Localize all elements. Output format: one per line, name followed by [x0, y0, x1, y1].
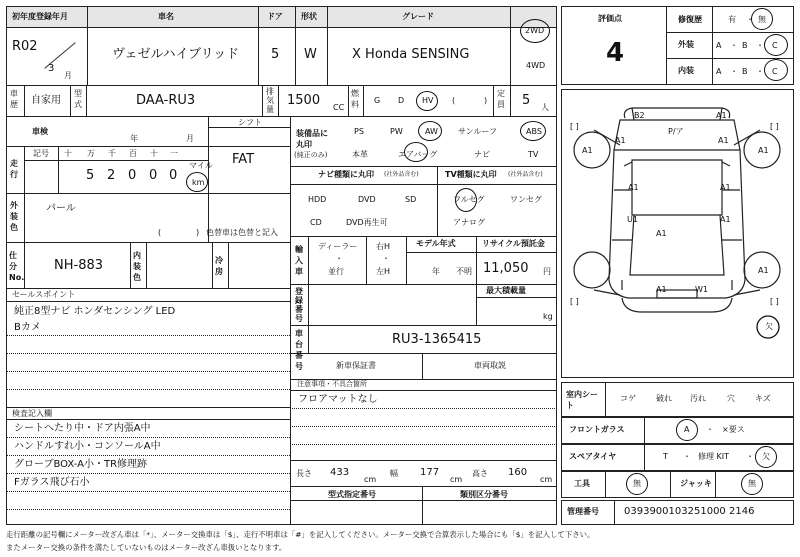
color-value: パール: [46, 203, 76, 214]
body-shape: W: [304, 47, 317, 62]
interior-c: C: [772, 67, 778, 76]
interior-b: B: [742, 67, 748, 76]
footer-line-2: またメーター交換の条件を満たしていないものはメーター改ざん車扱いとなります。: [6, 543, 287, 552]
navi-sd: SD: [405, 195, 417, 204]
mileage-digit-2: 0: [128, 168, 137, 183]
diag-code-a1-lfront: A1: [615, 136, 626, 145]
seat-hole: 穴: [727, 394, 735, 403]
navi-cd: CD: [310, 218, 322, 227]
diag-code-a1-ldoor: A1: [628, 183, 639, 192]
mileage-digit-0: 5: [86, 168, 95, 183]
interior-dot-2: ・: [756, 67, 764, 76]
interior-a: A: [716, 67, 722, 76]
drive-4wd: 4WD: [526, 61, 546, 70]
fuel-d: D: [398, 96, 405, 105]
diag-code-a1-top: A1: [716, 111, 727, 120]
notes-label: 注意事項・不具合箇所: [297, 380, 367, 388]
diag-code-a1-tire-fr: A1: [758, 146, 769, 155]
equip-ps: PS: [354, 127, 364, 136]
navi-label: ナビ種類に丸印: [318, 170, 374, 179]
windshield-dot: ・: [706, 425, 714, 434]
repair-dot: ・: [746, 15, 754, 24]
spare-missing-circle: [755, 446, 777, 468]
import-right: 右H: [376, 242, 391, 251]
spare-label: スペアタイヤ: [569, 452, 617, 461]
navi-sub: (社外品含む): [384, 171, 419, 178]
mileage-digit-3: 0: [149, 168, 158, 183]
mileage-digit-4: 0: [169, 168, 178, 183]
tv-oneseg: ワンセグ: [510, 195, 542, 204]
grade-value: X Honda SENSING: [352, 47, 470, 62]
diag-code-pa: P/ア: [668, 127, 684, 136]
selling-points-line-2: Bカメ: [14, 322, 41, 333]
equip-leather: 本革: [352, 150, 368, 159]
equip-airbag: エアバッグ: [398, 150, 438, 159]
recycle-value: 11,050: [483, 261, 529, 276]
reg-year: R02: [12, 39, 38, 54]
spare-kit: 修理 KIT: [698, 452, 730, 461]
diag-bracket-1: [ ]: [570, 122, 579, 131]
tools-value: 無: [633, 479, 641, 488]
mgmt-label: 管理番号: [567, 507, 599, 516]
tv-fullseg: フルセグ: [453, 195, 485, 204]
spare-dot-1: ・: [683, 452, 691, 461]
inspection-label: 車検: [32, 127, 48, 136]
spare-t: T: [663, 452, 668, 461]
usage-value: 自家用: [31, 95, 61, 106]
inspection-month: 月: [186, 134, 194, 143]
max-load-label: 最大積載量: [486, 286, 526, 295]
cc-unit: CC: [333, 103, 345, 112]
cc-label: 排気量: [266, 87, 274, 114]
mileage-unit-5: 一: [170, 149, 178, 158]
diag-code-a1-rear-left: A1: [656, 229, 667, 238]
diag-code-a1-tire-fl: A1: [582, 146, 593, 155]
tv-analog: アナログ: [453, 218, 485, 227]
color-note: 色替車は色替と記入: [206, 228, 278, 237]
exterior-label: 外装: [678, 40, 694, 49]
recycle-unit: 円: [543, 267, 551, 276]
spare-dot-2: ・: [746, 452, 754, 461]
mileage-unit-1: 万: [87, 149, 95, 158]
equip-tv: TV: [528, 150, 539, 159]
notes-line-1: フロアマットなし: [298, 394, 378, 405]
model-year-year: 年: [432, 267, 440, 276]
fuel-g: G: [374, 96, 381, 105]
equip-sunroof: サンルーフ: [458, 127, 497, 136]
diag-code-a1-rdoor: A1: [720, 183, 731, 192]
length-value: 433: [330, 467, 350, 478]
diag-code-b2: B2: [634, 111, 645, 120]
spare-missing: 欠: [762, 452, 770, 461]
height-label: 高さ: [472, 469, 488, 478]
navi-dvd-play: DVD再生可: [346, 218, 388, 227]
import-dot-1: ・: [335, 254, 343, 263]
interior-color-label: 内装色: [133, 251, 141, 282]
windshield-a: A: [684, 425, 690, 434]
mileage-unit-4: 十: [150, 149, 158, 158]
inspection-year: 年: [130, 134, 138, 143]
diag-bracket-2: [ ]: [770, 122, 779, 131]
color-label: 外装色: [10, 201, 18, 232]
mileage-unit-0: 十: [64, 149, 72, 158]
import-left: 左H: [376, 267, 391, 276]
mileage-unit-2: 千: [108, 149, 116, 158]
type-no-label: 型式指定番号: [328, 490, 376, 499]
seat-tear: 破れ: [656, 394, 672, 403]
diag-code-a1-rrdoor: A1: [720, 215, 731, 224]
import-label: 輸入車: [295, 245, 303, 276]
import-dot-2: ・: [382, 254, 390, 263]
diag-bracket-3: [ ]: [570, 297, 579, 306]
tv-fullseg-circle: [455, 188, 477, 212]
capacity-value: 5: [522, 93, 531, 108]
reg-year-label: 初年度登録年月: [12, 12, 68, 21]
repair-no-circle: [751, 8, 773, 30]
exterior-dot-1: ・: [730, 41, 738, 50]
equip-abs: ABS: [526, 127, 542, 136]
color-paren-close: ): [196, 228, 200, 237]
model-value: DAA-RU3: [136, 93, 196, 108]
vin-value: RU3-1365415: [392, 332, 482, 347]
height-value: 160: [508, 467, 528, 478]
height-unit: cm: [540, 475, 553, 484]
vin-label: 車台番号: [295, 329, 303, 371]
shape-label: 形状: [301, 12, 317, 21]
diag-missing: 欠: [765, 322, 773, 331]
chassis-label: 仕分No.: [9, 251, 25, 282]
navi-hdd: HDD: [308, 195, 327, 204]
model-year-label: モデル年式: [416, 239, 456, 248]
shift-value: FAT: [232, 152, 255, 167]
capacity-unit: 人: [541, 103, 549, 112]
tools-value-circle: [626, 473, 648, 495]
max-load-unit: kg: [543, 312, 553, 321]
exterior-dot-2: ・: [756, 41, 764, 50]
seat-label: 室内シート: [566, 390, 598, 410]
import-dealer: ディーラー: [318, 242, 358, 251]
equip-airbag-circle: [404, 142, 428, 162]
door-label: ドア: [267, 12, 283, 21]
inspector-line-1: シートへたり中・ドア内張A中: [14, 423, 151, 434]
equip-navi: ナビ: [474, 150, 490, 159]
tools-label: 工具: [574, 479, 590, 488]
jack-value-circle: [741, 473, 763, 495]
windshield-a-circle: [676, 419, 698, 441]
mileage-unit-3: 百: [129, 149, 137, 158]
interior-c-circle: [764, 59, 788, 81]
shift-label: シフト: [238, 118, 262, 127]
diag-bracket-4: [ ]: [770, 297, 779, 306]
model-label: 型式: [74, 89, 82, 109]
car-name: ヴェゼルハイブリッド: [112, 47, 240, 62]
interior-dot-1: ・: [730, 67, 738, 76]
mileage-km: km: [192, 178, 205, 187]
seat-dirt: 汚れ: [690, 394, 706, 403]
class-no-label: 類別区分番号: [460, 490, 508, 499]
chassis-value: NH-883: [54, 258, 104, 273]
car-name-label: 車名: [158, 12, 174, 21]
tv-sub: (社外品含む): [508, 171, 543, 178]
mileage-digit-1: 2: [107, 168, 116, 183]
width-unit: cm: [450, 475, 463, 484]
fuel-hv: HV: [422, 96, 434, 105]
windshield-label: フロントガラス: [569, 425, 625, 434]
exterior-a: A: [716, 41, 722, 50]
exterior-c: C: [772, 41, 778, 50]
inspector-line-3: グローブBOX-A小・TR修理跡: [14, 459, 148, 470]
model-year-unknown: 不明: [456, 267, 472, 276]
month-unit: 月: [64, 71, 72, 80]
fuel-hv-circle: [416, 91, 438, 111]
length-unit: cm: [364, 475, 377, 484]
aircon-label: 冷房: [215, 256, 223, 276]
usage-label: 車歴: [10, 89, 18, 109]
seat-scratch: キズ: [755, 394, 771, 403]
fuel-paren-open: (: [452, 96, 456, 105]
diag-code-a1-rfront: A1: [718, 136, 729, 145]
repair-label: 修復歴: [678, 15, 702, 24]
diag-code-a1-rear: A1: [656, 285, 667, 294]
equip-pw: PW: [390, 127, 403, 136]
exterior-c-circle: [764, 34, 788, 56]
diag-code-u1: U1: [627, 215, 638, 224]
length-label: 長さ: [296, 469, 312, 478]
selling-points-label: セールスポイント: [12, 290, 76, 299]
equip-aw-circle: [418, 121, 442, 141]
jack-value: 無: [748, 479, 756, 488]
windshield-replace: ×要ス: [722, 425, 745, 434]
mileage-label: 走行: [10, 159, 18, 179]
recycle-label: リサイクル預託金: [482, 239, 545, 248]
selling-points-line-1: 純正8型ナビ ホンダセンシング LED: [14, 306, 176, 317]
inspector-line-2: ハンドルすれ小・コンソールA中: [14, 441, 161, 452]
capacity-label: 定員: [497, 89, 505, 109]
jack-label: ジャッキ: [680, 479, 712, 488]
equip-abs-circle: [520, 121, 546, 141]
navi-dvd: DVD: [358, 195, 376, 204]
cc-value: 1500: [287, 93, 321, 108]
mileage-memo: 記号: [33, 149, 49, 158]
exterior-b: B: [742, 41, 748, 50]
color-paren-open: (: [158, 228, 162, 237]
interior-label: 内装: [678, 66, 694, 75]
drive-2wd: 2WD: [525, 26, 545, 35]
inspector-line-4: Fガラス飛び石小: [14, 477, 90, 488]
fuel-paren-close: ): [484, 96, 488, 105]
diag-code-a1-tire-rr: A1: [758, 266, 769, 275]
seat-burn: コゲ: [620, 394, 636, 403]
warranty-new: 新車保証書: [336, 361, 376, 370]
fuel-label: 燃料: [351, 89, 359, 109]
footer-line-1: 走行距離の記号欄にメーター改ざん車は「*」、メーター交換車は「$」、走行不明車は「#」を記入してください。メーター交換で合算表示した場合にも「$」を記入して下さい。: [6, 530, 595, 539]
repair-yes: 有: [728, 15, 736, 24]
tv-label: TV種類に丸印: [445, 170, 497, 179]
inspector-label: 検査記入欄: [12, 409, 52, 418]
door-count: 5: [271, 47, 280, 62]
score-value: 4: [606, 38, 625, 68]
mileage-km-circle: [186, 172, 208, 192]
equip-aw: AW: [425, 127, 438, 136]
score-label: 評価点: [598, 14, 622, 23]
equipment-sub: (純正のみ): [294, 151, 328, 159]
grade-label: グレード: [402, 12, 434, 21]
mgmt-value: 0393900103251000 2146: [624, 506, 755, 517]
reg-month: 3: [48, 63, 55, 74]
diag-code-w1: W1: [695, 285, 708, 294]
repair-no: 無: [758, 15, 766, 24]
reg-no-label: 登録番号: [295, 287, 303, 323]
warranty-manual: 車両取説: [474, 361, 506, 370]
import-parallel: 並行: [328, 267, 344, 276]
width-value: 177: [420, 467, 440, 478]
mileage-mile: マイル: [189, 161, 213, 170]
equipment-label: 装備品に丸印: [296, 129, 328, 149]
width-label: 幅: [390, 469, 398, 478]
